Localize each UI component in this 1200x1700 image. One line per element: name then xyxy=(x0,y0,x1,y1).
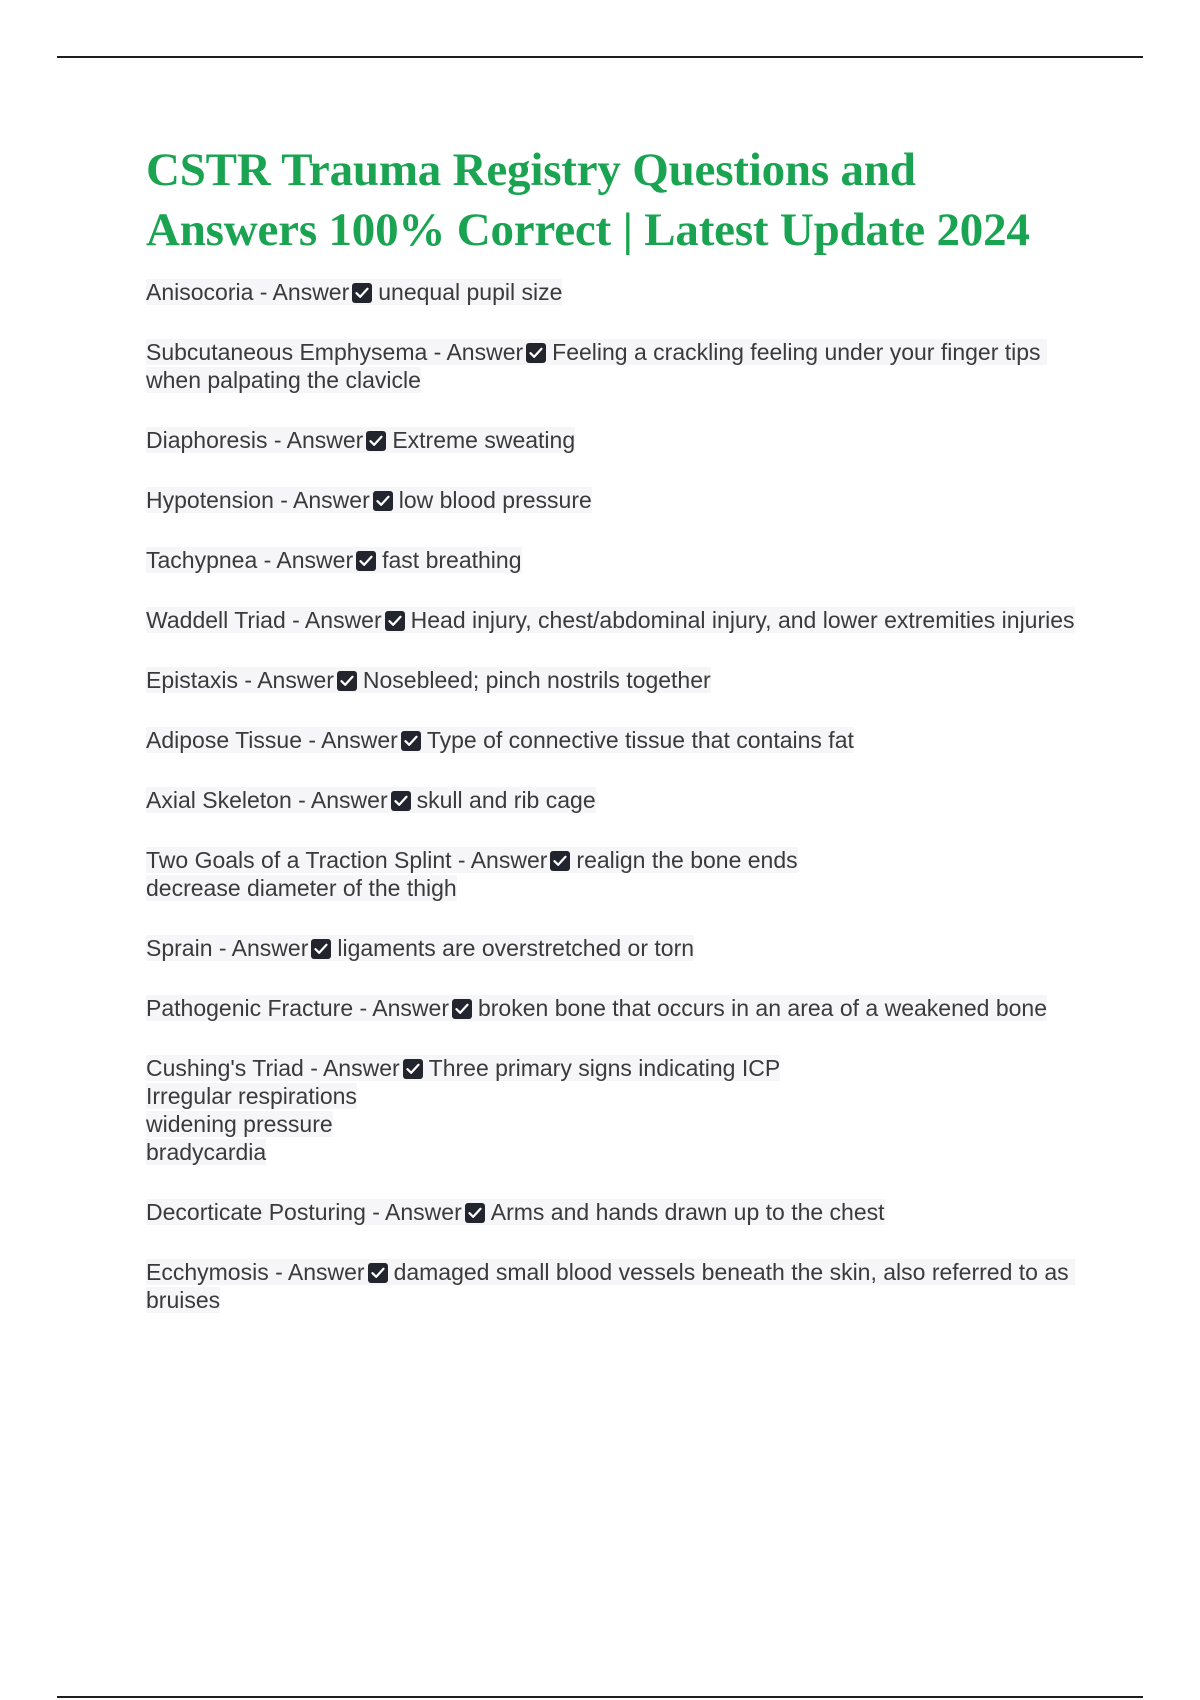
qa-item xyxy=(146,278,562,306)
qa-item xyxy=(146,786,596,814)
check-box-icon xyxy=(550,851,570,871)
check-box-icon xyxy=(373,491,393,511)
qa-term: Cushing's Triad - Answer xyxy=(146,1055,400,1081)
qa-answer: Type of connective tissue that contains fat xyxy=(426,727,854,753)
qa-list xyxy=(146,278,1076,1314)
document-body xyxy=(146,140,1076,1346)
qa-term: Ecchymosis - Answer xyxy=(146,1259,365,1285)
check-box-icon xyxy=(368,1263,388,1283)
qa-term: Axial Skeleton - Answer xyxy=(146,787,388,813)
check-box-icon xyxy=(526,343,546,363)
check-box-icon xyxy=(352,283,372,303)
qa-item-highlight xyxy=(146,607,1075,633)
check-box-icon xyxy=(385,611,405,631)
qa-term: Anisocoria - Answer xyxy=(146,279,350,305)
qa-term: Subcutaneous Emphysema - Answer xyxy=(146,339,524,365)
qa-answer: Nosebleed; pinch nostrils together xyxy=(362,667,711,693)
qa-answer: realign the bone ends decrease diameter of the thigh xyxy=(146,847,798,901)
qa-item-highlight xyxy=(146,1259,1075,1313)
qa-item xyxy=(146,726,854,754)
check-box-icon xyxy=(403,1059,423,1079)
check-box-icon xyxy=(366,431,386,451)
qa-item xyxy=(146,666,711,694)
qa-item xyxy=(146,994,1047,1022)
qa-answer: skull and rib cage xyxy=(416,787,596,813)
qa-term: Epistaxis - Answer xyxy=(146,667,334,693)
qa-term: Waddell Triad - Answer xyxy=(146,607,382,633)
qa-answer: damaged small blood vessels beneath the skin, also referred to as bruises xyxy=(146,1259,1076,1313)
qa-item xyxy=(146,546,522,574)
qa-answer: Three primary signs indicating ICP Irregular respirations widening pressure bradycardia xyxy=(146,1055,781,1165)
qa-answer: fast breathing xyxy=(382,547,522,573)
qa-item-highlight xyxy=(146,487,592,513)
qa-item-highlight xyxy=(146,427,575,453)
check-box-icon xyxy=(401,731,421,751)
document-title: CSTR Trauma Registry Questions and Answers 100% Correct | Latest Update 2024 xyxy=(146,144,1030,256)
qa-answer: broken bone that occurs in an area of a weakened bone xyxy=(477,995,1047,1021)
qa-item-highlight xyxy=(146,547,522,573)
check-box-icon xyxy=(311,939,331,959)
bottom-rule xyxy=(57,1696,1143,1698)
qa-item xyxy=(146,606,1075,634)
qa-term: Decorticate Posturing - Answer xyxy=(146,1199,462,1225)
qa-answer: Head injury, chest/abdominal injury, and lower extremities injuries xyxy=(410,607,1075,633)
qa-item-highlight xyxy=(146,339,1047,393)
qa-term: Sprain - Answer xyxy=(146,935,309,961)
qa-item-highlight xyxy=(146,1055,780,1165)
qa-item xyxy=(146,486,592,514)
qa-term: Two Goals of a Traction Splint - Answer xyxy=(146,847,548,873)
qa-item-highlight xyxy=(146,727,854,753)
qa-term: Tachypnea - Answer xyxy=(146,547,354,573)
check-box-icon xyxy=(391,791,411,811)
qa-answer: low blood pressure xyxy=(398,487,592,513)
check-box-icon xyxy=(452,999,472,1019)
qa-item-highlight xyxy=(146,787,596,813)
qa-item-highlight xyxy=(146,279,562,305)
qa-answer: Arms and hands drawn up to the chest xyxy=(490,1199,885,1225)
top-rule xyxy=(57,56,1143,58)
qa-term: Diaphoresis - Answer xyxy=(146,427,364,453)
check-box-icon xyxy=(356,551,376,571)
qa-item xyxy=(146,426,575,454)
check-box-icon xyxy=(337,671,357,691)
qa-answer: ligaments are overstretched or torn xyxy=(337,935,695,961)
qa-item-highlight xyxy=(146,1199,885,1225)
qa-term: Adipose Tissue - Answer xyxy=(146,727,398,753)
qa-item xyxy=(146,1198,885,1226)
qa-item-highlight xyxy=(146,667,711,693)
qa-item-highlight xyxy=(146,935,694,961)
qa-item xyxy=(146,934,694,962)
qa-item xyxy=(146,846,798,902)
qa-term: Pathogenic Fracture - Answer xyxy=(146,995,449,1021)
qa-item xyxy=(146,1054,780,1166)
qa-item xyxy=(146,1258,1076,1314)
qa-term: Hypotension - Answer xyxy=(146,487,370,513)
qa-item-highlight xyxy=(146,847,798,901)
qa-answer: unequal pupil size xyxy=(378,279,563,305)
check-box-icon xyxy=(465,1203,485,1223)
qa-answer: Feeling a crackling feeling under your finger tips when palpating the clavicle xyxy=(146,339,1047,393)
qa-item xyxy=(146,338,1076,394)
qa-answer: Extreme sweating xyxy=(392,427,576,453)
qa-item-highlight xyxy=(146,995,1047,1021)
